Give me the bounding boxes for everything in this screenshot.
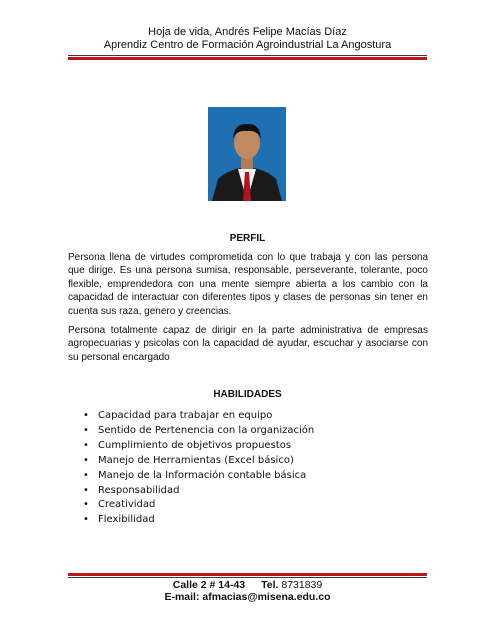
bullet-icon: • — [83, 424, 89, 436]
list-item — [80, 409, 314, 424]
perfil-paragraph-1: Persona llena de virtudes comprometida con lo que trabaja y con las persona que dirige. Es una persona sumisa, responsable, perseverante, tolerante, poco flexible, emprendedora con una mente siempre abierta a los cambio con la capacidad de interactuar con diferentes tipos y clases de personas sin tener en cuenta sus raza, genero y creencias. — [68, 252, 428, 317]
footer-email-value: afmacias@misena.edu.co — [202, 591, 331, 603]
skill-label: Manejo de la Información contable básica — [98, 469, 307, 481]
footer-address-line — [0, 579, 495, 591]
person-portrait-icon — [208, 107, 286, 201]
document-header — [0, 26, 495, 52]
header-divider-red — [68, 57, 427, 60]
footer-email-line — [0, 591, 495, 603]
perfil-paragraph-2: Persona totalmente capaz de dirigir en la parte administrativa de empresas agropecuarias y psicolas con la capacidad de ayudar, escuchar y asociarse con su personal encargado — [68, 325, 428, 363]
skill-label: Cumplimiento de objetivos propuestos — [98, 439, 292, 451]
skill-label: Flexibilidad — [98, 514, 155, 526]
header-center-line: Aprendiz Centro de Formación Agroindustrial La Angostura — [103, 39, 392, 51]
bullet-icon: • — [83, 439, 89, 451]
skill-label: Capacidad para trabajar en equipo — [98, 410, 273, 421]
footer-divider-red — [68, 573, 427, 576]
bullet-icon: • — [83, 514, 89, 526]
header-name-line: Hoja de vida, Andrés Felipe Macías Díaz — [148, 26, 347, 38]
footer-address: Calle 2 # 14-43 — [172, 579, 246, 591]
footer-tel-label: Tel. — [261, 579, 279, 591]
footer-email-label: E-mail: — [164, 591, 200, 603]
skill-label: Creatividad — [98, 499, 156, 511]
footer-tel-value: 8731839 — [281, 579, 323, 591]
list-item — [80, 484, 314, 499]
list-item — [80, 498, 314, 513]
bullet-icon: • — [83, 469, 89, 481]
list-item — [80, 469, 314, 484]
perfil-heading: PERFIL — [229, 233, 266, 244]
list-item — [80, 513, 314, 528]
list-item — [80, 424, 314, 439]
bullet-icon: • — [83, 410, 89, 421]
footer-divider-dark — [68, 577, 427, 578]
skill-label: Responsabilidad — [98, 484, 180, 496]
skill-label: Sentido de Pertenencia con la organización — [98, 424, 315, 436]
header-divider-dark — [68, 55, 427, 56]
profile-photo — [208, 107, 286, 201]
bullet-icon: • — [83, 454, 89, 466]
footer-contact — [0, 579, 495, 603]
bullet-icon: • — [83, 499, 89, 511]
bullet-icon: • — [83, 484, 89, 496]
skills-list — [80, 409, 314, 528]
skill-label: Manejo de Herramientas (Excel básico) — [98, 454, 294, 466]
habilidades-heading: HABILIDADES — [213, 389, 282, 400]
list-item — [80, 439, 314, 454]
list-item — [80, 454, 314, 469]
